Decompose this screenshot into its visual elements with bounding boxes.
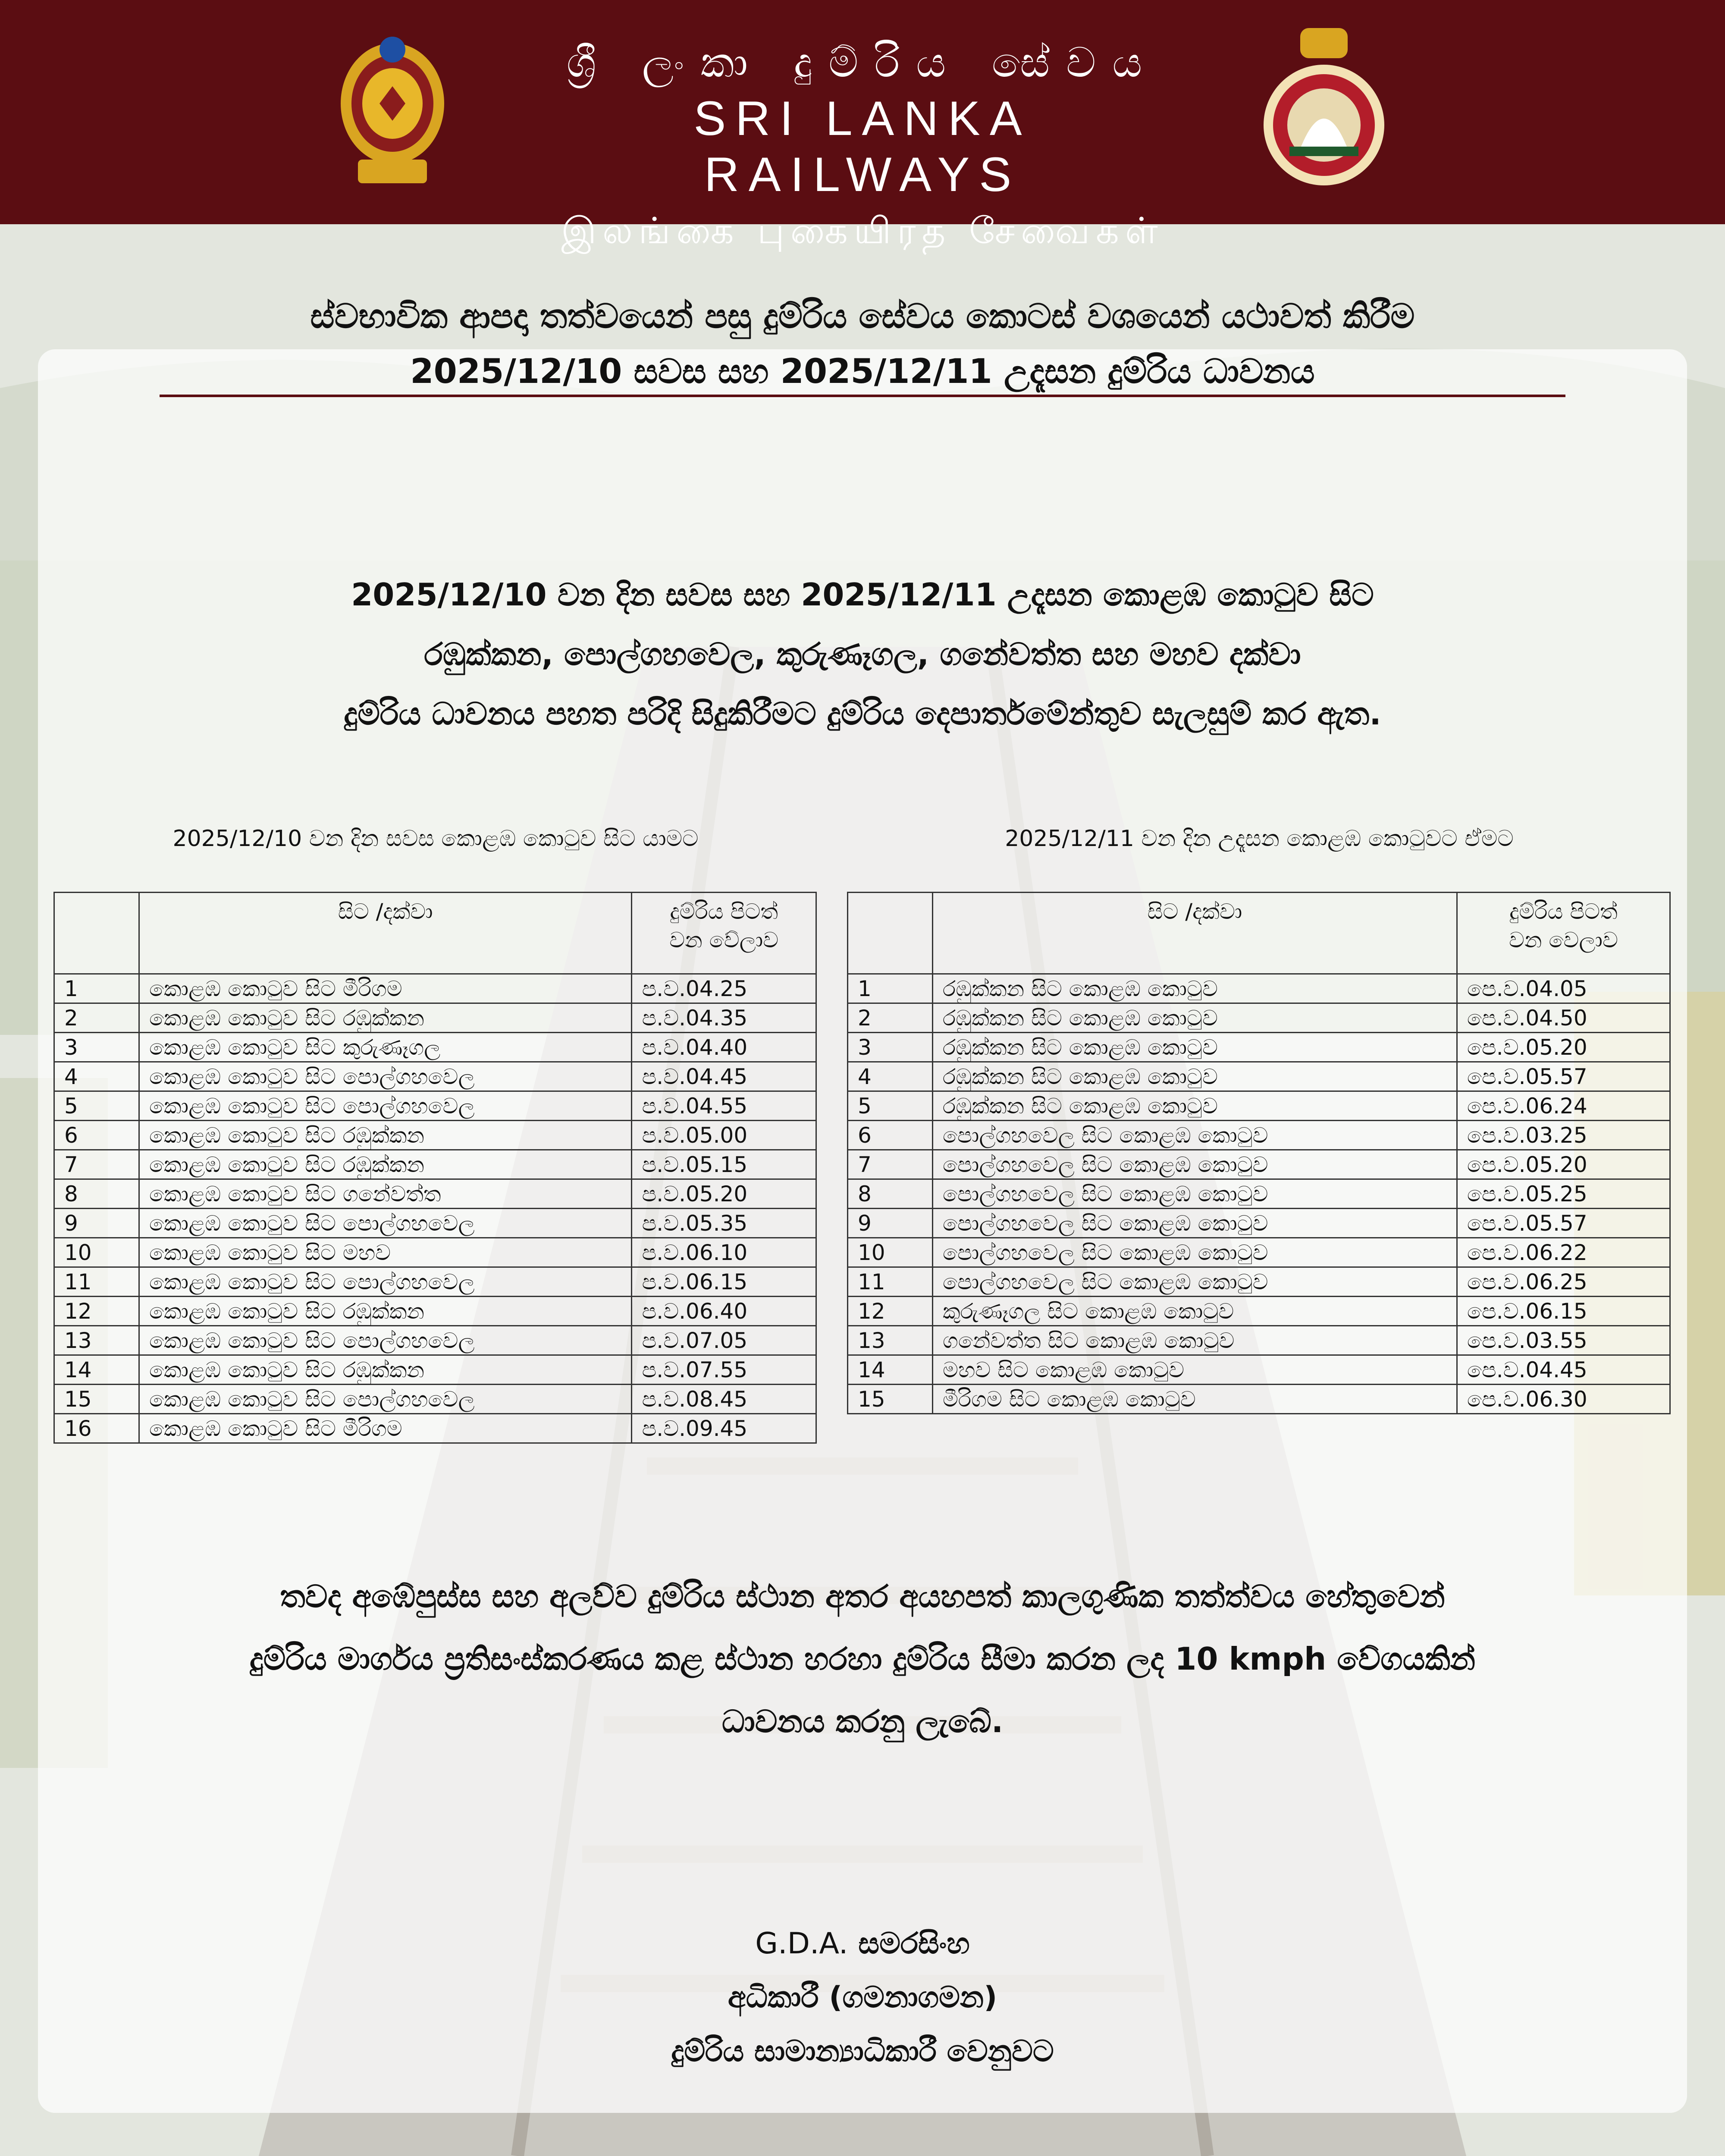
row-number: 13: [54, 1326, 139, 1355]
table-header-row: [848, 893, 1670, 974]
row-route: මීරිගම සිට කොළඹ කොටුව: [933, 1385, 1457, 1414]
row-route: කොළඹ කොටුව සිට මීරිගම: [139, 1414, 632, 1443]
table-row: [848, 1326, 1670, 1355]
row-route: කොළඹ කොටුව සිට මහව: [139, 1238, 632, 1267]
row-route: කොළඹ කොටුව සිට මීරිගම: [139, 974, 632, 1003]
header-time-line-2: වන වේලාව: [669, 928, 779, 953]
organization-name-block: [535, 34, 1190, 259]
table-row: [54, 1385, 816, 1414]
row-time: ප.ව.04.55: [632, 1091, 816, 1121]
row-time: ප.ව.05.00: [632, 1121, 816, 1150]
row-route: කොළඹ කොටුව සිට ගනේවත්ත: [139, 1179, 632, 1209]
row-number: 12: [54, 1297, 139, 1326]
row-time: ප.ව.04.45: [632, 1062, 816, 1091]
row-number: 16: [54, 1414, 139, 1443]
row-route: කොළඹ කොටුව සිට පොල්ගහවෙල: [139, 1326, 632, 1355]
right-table-caption: 2025/12/11 වන දින උදෑසන කොළඹ කොටුවට ඒමට: [1005, 826, 1514, 852]
row-number: 7: [848, 1150, 933, 1179]
row-number: 2: [848, 1003, 933, 1033]
header-time: [1457, 893, 1670, 974]
row-time: ප.ව.05.35: [632, 1209, 816, 1238]
table-row: [54, 1209, 816, 1238]
header-time-line-2: වන වෙලාව: [1509, 928, 1618, 953]
row-time: පෙ.ව.06.22: [1457, 1238, 1670, 1267]
row-time: පෙ.ව.03.25: [1457, 1121, 1670, 1150]
departures-table: [53, 892, 817, 1444]
row-time: ප.ව.07.55: [632, 1355, 816, 1385]
row-route: රඹුක්කන සිට කොළඹ කොටුව: [933, 1091, 1457, 1121]
intro-line-1: 2025/12/10 වන දින සවස සහ 2025/12/11 උදෑසන කොළඹ කොටුව සිට: [351, 577, 1374, 613]
row-number: 1: [848, 974, 933, 1003]
sri-lanka-railways-crest-icon: [1259, 24, 1389, 196]
row-time: ප.ව.04.35: [632, 1003, 816, 1033]
row-number: 12: [848, 1297, 933, 1326]
table-row: [54, 1297, 816, 1326]
row-number: 3: [848, 1033, 933, 1062]
row-time: ප.ව.04.25: [632, 974, 816, 1003]
table-row: [848, 1150, 1670, 1179]
row-time: පෙ.ව.03.55: [1457, 1326, 1670, 1355]
table-row: [54, 1033, 816, 1062]
notice-title: [129, 289, 1596, 399]
title-line-2: 2025/12/10 සවස සහ 2025/12/11 උදෑසන දුම්රිය ධාවනය: [410, 352, 1315, 391]
org-name-tamil: இலங்கை புகையிரத சேவைகள்: [561, 210, 1164, 252]
left-table-caption: 2025/12/10 වන දින සවස කොළඹ කොටුව සිට යාමට: [172, 826, 699, 852]
row-time: පෙ.ව.06.15: [1457, 1297, 1670, 1326]
row-time: පෙ.ව.04.45: [1457, 1355, 1670, 1385]
header-time: [632, 893, 816, 974]
speed-restriction-notice: [129, 1565, 1596, 1753]
row-number: 10: [848, 1238, 933, 1267]
row-number: 2: [54, 1003, 139, 1033]
row-number: 15: [848, 1385, 933, 1414]
row-route: කොළඹ කොටුව සිට රඹුක්කන: [139, 1355, 632, 1385]
table-row: [54, 1121, 816, 1150]
row-time: ප.ව.05.15: [632, 1150, 816, 1179]
row-route: මහව සිට කොළඹ කොටුව: [933, 1355, 1457, 1385]
table-header-row: [54, 893, 816, 974]
header-time-line-1: දුම්රිය පිටත්: [670, 899, 778, 924]
row-number: 4: [848, 1062, 933, 1091]
table-row: [848, 1209, 1670, 1238]
row-route: පොල්ගහවෙල සිට කොළඹ කොටුව: [933, 1121, 1457, 1150]
row-route: කොළඹ කොටුව සිට පොල්ගහවෙල: [139, 1267, 632, 1297]
row-number: 10: [54, 1238, 139, 1267]
row-number: 3: [54, 1033, 139, 1062]
row-time: පෙ.ව.05.20: [1457, 1150, 1670, 1179]
row-time: ප.ව.06.40: [632, 1297, 816, 1326]
row-route: කොළඹ කොටුව සිට පොල්ගහවෙල: [139, 1385, 632, 1414]
row-time: පෙ.ව.06.30: [1457, 1385, 1670, 1414]
signatory-initials: G.D.A.: [755, 1927, 848, 1961]
row-number: 5: [848, 1091, 933, 1121]
table-row: [54, 1238, 816, 1267]
row-number: 7: [54, 1150, 139, 1179]
row-route: කොළඹ කොටුව සිට පොල්ගහවෙල: [139, 1091, 632, 1121]
intro-line-2: රඹුක්කන, පොල්ගහවෙල, කුරුණෑගල, ගනේවත්ත සහ මහව දක්වා: [424, 636, 1301, 672]
row-time: පෙ.ව.05.20: [1457, 1033, 1670, 1062]
table-row: [848, 1385, 1670, 1414]
row-time: ප.ව.06.10: [632, 1238, 816, 1267]
row-number: 14: [54, 1355, 139, 1385]
row-route: කොළඹ කොටුව සිට පොල්ගහවෙල: [139, 1209, 632, 1238]
row-time: පෙ.ව.05.57: [1457, 1209, 1670, 1238]
table-row: [54, 1355, 816, 1385]
row-number: 4: [54, 1062, 139, 1091]
row-time: පෙ.ව.04.50: [1457, 1003, 1670, 1033]
row-time: පෙ.ව.04.05: [1457, 974, 1670, 1003]
table-row: [848, 1179, 1670, 1209]
signatory-name: [474, 1917, 1251, 1971]
table-row: [54, 1414, 816, 1443]
row-time: ප.ව.05.20: [632, 1179, 816, 1209]
header-route: සිට /දක්වා: [933, 893, 1457, 974]
org-name-sinhala: ශ්‍රී ලංකා දුම්රිය සේවය: [566, 38, 1159, 87]
row-route: රඹුක්කන සිට කොළඹ කොටුව: [933, 1003, 1457, 1033]
table-row: [54, 1091, 816, 1121]
row-time: ප.ව.04.40: [632, 1033, 816, 1062]
row-time: පෙ.ව.06.24: [1457, 1091, 1670, 1121]
table-row: [54, 1003, 816, 1033]
table-row: [848, 1238, 1670, 1267]
row-number: 5: [54, 1091, 139, 1121]
arrivals-table-body: [848, 974, 1670, 1414]
row-route: කොළඹ කොටුව සිට රඹුක්කන: [139, 1297, 632, 1326]
row-route: ගනේවත්ත සිට කොළඹ කොටුව: [933, 1326, 1457, 1355]
row-time: ප.ව.07.05: [632, 1326, 816, 1355]
intro-line-3: දුම්රිය ධාවනය පහත පරිදි සිදුකිරීමට දුම්රිය දෙපාර්තමේන්තුව සැලසුම් කර ඇත.: [344, 696, 1381, 732]
row-number: 11: [848, 1267, 933, 1297]
header-no: [54, 893, 139, 974]
row-route: පොල්ගහවෙල සිට කොළඹ කොටුව: [933, 1209, 1457, 1238]
table-row: [848, 974, 1670, 1003]
arrivals-table: [847, 892, 1671, 1414]
header-route: සිට /දක්වා: [139, 893, 632, 974]
table-row: [54, 1179, 816, 1209]
row-route: කොළඹ කොටුව සිට රඹුක්කන: [139, 1121, 632, 1150]
notice-line-3: ධාවනය කරනු ලැබේ.: [721, 1703, 1004, 1739]
table-row: [848, 1091, 1670, 1121]
title-underline: [160, 395, 1565, 397]
row-route: කොළඹ කොටුව සිට රඹුක්කන: [139, 1003, 632, 1033]
row-route: රඹුක්කන සිට කොළඹ කොටුව: [933, 1033, 1457, 1062]
row-number: 14: [848, 1355, 933, 1385]
row-time: ප.ව.06.15: [632, 1267, 816, 1297]
intro-paragraph: [129, 565, 1596, 743]
row-route: කොළඹ කොටුව සිට පොල්ගහවෙල: [139, 1062, 632, 1091]
table-row: [54, 1150, 816, 1179]
table-row: [54, 1062, 816, 1091]
row-route: රඹුක්කන සිට කොළඹ කොටුව: [933, 974, 1457, 1003]
signatory-designation: අධිකාරී (ගමනාගමන): [728, 1981, 997, 2015]
row-number: 9: [54, 1209, 139, 1238]
row-route: පොල්ගහවෙල සිට කොළඹ කොටුව: [933, 1238, 1457, 1267]
table-row: [848, 1267, 1670, 1297]
row-time: ප.ව.08.45: [632, 1385, 816, 1414]
row-route: කුරුණෑගල සිට කොළඹ කොටුව: [933, 1297, 1457, 1326]
row-number: 6: [54, 1121, 139, 1150]
row-time: පෙ.ව.05.57: [1457, 1062, 1670, 1091]
row-time: ප.ව.09.45: [632, 1414, 816, 1443]
row-time: පෙ.ව.06.25: [1457, 1267, 1670, 1297]
table-row: [848, 1355, 1670, 1385]
sri-lanka-state-emblem-icon: [332, 30, 453, 194]
row-time: පෙ.ව.05.25: [1457, 1179, 1670, 1209]
row-number: 9: [848, 1209, 933, 1238]
notice-line-2: දුම්රිය මාර්ගය ප්‍රතිසංස්කරණය කළ ස්ථාන හරහා දුම්රිය සීමා කරන ලද 10 kmph වේගයකින්: [249, 1641, 1476, 1677]
table-row: [848, 1297, 1670, 1326]
table-row: [54, 974, 816, 1003]
row-route: පොල්ගහවෙල සිට කොළඹ කොටුව: [933, 1267, 1457, 1297]
row-number: 8: [54, 1179, 139, 1209]
header-time-line-1: දුම්රිය පිටත්: [1509, 899, 1618, 924]
table-row: [848, 1062, 1670, 1091]
row-route: රඹුක්කන සිට කොළඹ කොටුව: [933, 1062, 1457, 1091]
row-route: පොල්ගහවෙල සිට කොළඹ කොටුව: [933, 1179, 1457, 1209]
title-line-1: ස්වභාවික ආපදා තත්වයෙන් පසු දුම්රිය සේවය කොටස් වශයෙන් යථාවත් කිරීම: [310, 297, 1415, 336]
table-row: [848, 1033, 1670, 1062]
row-number: 8: [848, 1179, 933, 1209]
row-number: 6: [848, 1121, 933, 1150]
table-row: [54, 1326, 816, 1355]
row-route: පොල්ගහවෙල සිට කොළඹ කොටුව: [933, 1150, 1457, 1179]
header-band: [0, 0, 1725, 252]
row-number: 15: [54, 1385, 139, 1414]
org-name-english: SRI LANKA RAILWAYS: [693, 91, 1032, 201]
table-row: [848, 1003, 1670, 1033]
table-row: [848, 1121, 1670, 1150]
row-route: කොළඹ කොටුව සිට රඹුක්කන: [139, 1150, 632, 1179]
row-number: 1: [54, 974, 139, 1003]
header-no: [848, 893, 933, 974]
table-row: [54, 1267, 816, 1297]
signatory-on-behalf: දුම්රිය සාමාන්‍යාධිකාරී වෙනුවට: [671, 2034, 1054, 2068]
departures-table-body: [54, 974, 816, 1443]
row-number: 11: [54, 1267, 139, 1297]
row-route: කොළඹ කොටුව සිට කුරුණෑගල: [139, 1033, 632, 1062]
signature-block: [474, 1917, 1251, 2078]
row-number: 13: [848, 1326, 933, 1355]
signatory-surname: සමරසිංහ: [858, 1927, 970, 1961]
notice-line-1: තවද අඹේපුස්ස සහ අලව්ව දුම්රිය ස්ථාන අතර අයහපත් කාලගුණික තත්ත්වය හේතුවෙන්: [280, 1578, 1445, 1614]
